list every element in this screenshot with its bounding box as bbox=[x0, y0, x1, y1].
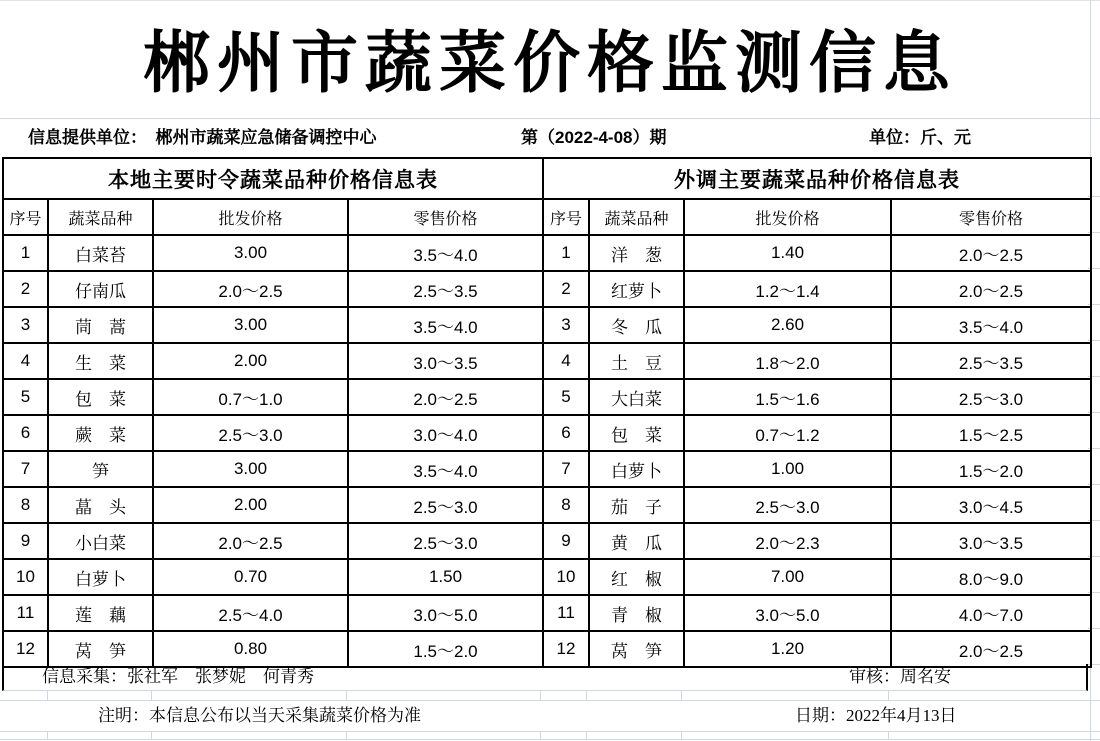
wholesale-price-cell: 2.0～2.5 bbox=[153, 271, 348, 307]
retail-price-cell: 4.0～7.0 bbox=[891, 595, 1091, 631]
vegetable-name-cell: 生 菜 bbox=[48, 343, 153, 379]
serial-cell: 4 bbox=[543, 343, 589, 379]
vegetable-name-cell: 包 菜 bbox=[48, 379, 153, 415]
table-row bbox=[543, 487, 1091, 523]
retail-price-cell: 3.5～4.0 bbox=[348, 451, 543, 487]
table-row bbox=[3, 271, 543, 307]
retail-price-cell: 2.5～3.0 bbox=[891, 379, 1091, 415]
local-table-title-row bbox=[3, 158, 543, 199]
wholesale-price-cell: 0.7～1.0 bbox=[153, 379, 348, 415]
vegetable-name-cell: 冬 瓜 bbox=[589, 307, 684, 343]
retail-price-cell: 3.0～3.5 bbox=[891, 523, 1091, 559]
wholesale-price-cell: 3.00 bbox=[153, 235, 348, 271]
price-tables bbox=[2, 157, 1088, 664]
vegetable-name-cell: 莲 藕 bbox=[48, 595, 153, 631]
retail-price-cell: 2.5～3.0 bbox=[348, 523, 543, 559]
vegetable-name-cell: 莴 笋 bbox=[589, 631, 684, 667]
wholesale-price-cell: 0.70 bbox=[153, 559, 348, 595]
serial-cell: 1 bbox=[3, 235, 48, 271]
vegetable-name-cell: 大白菜 bbox=[589, 379, 684, 415]
serial-cell: 9 bbox=[3, 523, 48, 559]
col-header-serial: 序号 bbox=[543, 199, 589, 235]
signature-row bbox=[2, 664, 1088, 691]
col-header-wholesale: 批发价格 bbox=[153, 199, 348, 235]
note-row bbox=[0, 700, 1100, 731]
retail-price-cell: 1.5～2.0 bbox=[348, 631, 543, 667]
wholesale-price-cell: 2.5～4.0 bbox=[153, 595, 348, 631]
vegetable-name-cell: 小白菜 bbox=[48, 523, 153, 559]
wholesale-price-cell: 3.00 bbox=[153, 451, 348, 487]
col-header-wholesale: 批发价格 bbox=[684, 199, 891, 235]
col-header-serial: 序号 bbox=[3, 199, 48, 235]
table-row bbox=[543, 631, 1091, 667]
table-row bbox=[543, 379, 1091, 415]
vegetable-name-cell: 洋 葱 bbox=[589, 235, 684, 271]
serial-cell: 1 bbox=[543, 235, 589, 271]
external-table-title: 外调主要蔬菜品种价格信息表 bbox=[543, 158, 1091, 199]
collectors-text: 信息采集：张社军 张梦妮 何青秀 bbox=[42, 667, 314, 686]
retail-price-cell: 3.0～3.5 bbox=[348, 343, 543, 379]
col-header-vegetable: 蔬菜品种 bbox=[48, 199, 153, 235]
wholesale-price-cell: 1.00 bbox=[684, 451, 891, 487]
retail-price-cell: 2.0～2.5 bbox=[891, 271, 1091, 307]
retail-price-cell: 1.50 bbox=[348, 559, 543, 595]
external-table-body bbox=[543, 235, 1091, 667]
retail-price-cell: 3.0～4.0 bbox=[348, 415, 543, 451]
reviewer-text: 审核：周名安 bbox=[849, 667, 951, 686]
serial-cell: 2 bbox=[3, 271, 48, 307]
local-price-table bbox=[2, 157, 544, 668]
vegetable-name-cell: 茼 蒿 bbox=[48, 307, 153, 343]
vegetable-name-cell: 笋 bbox=[48, 451, 153, 487]
local-table-body bbox=[3, 235, 543, 667]
retail-price-cell: 2.5～3.0 bbox=[348, 487, 543, 523]
wholesale-price-cell: 2.0～2.5 bbox=[153, 523, 348, 559]
gridline-bottom bbox=[0, 739, 1100, 740]
wholesale-price-cell: 0.80 bbox=[153, 631, 348, 667]
col-header-retail: 零售价格 bbox=[348, 199, 543, 235]
table-row bbox=[3, 451, 543, 487]
serial-cell: 12 bbox=[3, 631, 48, 667]
vegetable-name-cell: 土 豆 bbox=[589, 343, 684, 379]
table-row bbox=[543, 523, 1091, 559]
external-price-table bbox=[542, 157, 1092, 668]
wholesale-price-cell: 1.5～1.6 bbox=[684, 379, 891, 415]
info-provider: 信息提供单位： 郴州市蔬菜应急储备调控中心 bbox=[28, 128, 377, 147]
table-row bbox=[543, 559, 1091, 595]
retail-price-cell: 2.0～2.5 bbox=[891, 631, 1091, 667]
table-row bbox=[3, 559, 543, 595]
vegetable-name-cell: 白菜苔 bbox=[48, 235, 153, 271]
serial-cell: 3 bbox=[3, 307, 48, 343]
wholesale-price-cell: 1.20 bbox=[684, 631, 891, 667]
serial-cell: 12 bbox=[543, 631, 589, 667]
wholesale-price-cell: 1.40 bbox=[684, 235, 891, 271]
retail-price-cell: 2.5～3.5 bbox=[891, 343, 1091, 379]
retail-price-cell: 3.5～4.0 bbox=[348, 235, 543, 271]
vegetable-name-cell: 莴 笋 bbox=[48, 631, 153, 667]
table-row bbox=[3, 415, 543, 451]
info-bar bbox=[0, 119, 1100, 157]
table-row bbox=[3, 631, 543, 667]
info-issue-number: 第（2022-4-08）期 bbox=[521, 128, 667, 147]
table-row bbox=[3, 235, 543, 271]
table-row bbox=[543, 451, 1091, 487]
date-text: 日期：2022年4月13日 bbox=[795, 706, 957, 725]
note-text: 注明：本信息公布以当天采集蔬菜价格为准 bbox=[98, 706, 421, 725]
vegetable-name-cell: 茄 子 bbox=[589, 487, 684, 523]
table-row bbox=[543, 307, 1091, 343]
vegetable-name-cell: 红 椒 bbox=[589, 559, 684, 595]
serial-cell: 7 bbox=[3, 451, 48, 487]
vegetable-name-cell: 蕌 头 bbox=[48, 487, 153, 523]
wholesale-price-cell: 2.60 bbox=[684, 307, 891, 343]
vegetable-name-cell: 黄 瓜 bbox=[589, 523, 684, 559]
local-table-header-row bbox=[3, 199, 543, 235]
retail-price-cell: 1.5～2.0 bbox=[891, 451, 1091, 487]
serial-cell: 6 bbox=[543, 415, 589, 451]
external-table-title-row bbox=[543, 158, 1091, 199]
table-row bbox=[3, 343, 543, 379]
vegetable-name-cell: 蕨 菜 bbox=[48, 415, 153, 451]
table-row bbox=[3, 307, 543, 343]
serial-cell: 5 bbox=[543, 379, 589, 415]
table-row bbox=[3, 595, 543, 631]
table-row bbox=[543, 343, 1091, 379]
table-row bbox=[543, 415, 1091, 451]
retail-price-cell: 2.0～2.5 bbox=[348, 379, 543, 415]
col-header-retail: 零售价格 bbox=[891, 199, 1091, 235]
serial-cell: 4 bbox=[3, 343, 48, 379]
serial-cell: 10 bbox=[543, 559, 589, 595]
table-row bbox=[3, 487, 543, 523]
retail-price-cell: 3.0～4.5 bbox=[891, 487, 1091, 523]
wholesale-price-cell: 0.7～1.2 bbox=[684, 415, 891, 451]
info-unit: 单位：斤、元 bbox=[869, 128, 971, 147]
wholesale-price-cell: 1.2～1.4 bbox=[684, 271, 891, 307]
serial-cell: 8 bbox=[3, 487, 48, 523]
wholesale-price-cell: 1.8～2.0 bbox=[684, 343, 891, 379]
retail-price-cell: 3.5～4.0 bbox=[348, 307, 543, 343]
gridline-gap-strip bbox=[0, 691, 1100, 700]
serial-cell: 6 bbox=[3, 415, 48, 451]
serial-cell: 3 bbox=[543, 307, 589, 343]
wholesale-price-cell: 7.00 bbox=[684, 559, 891, 595]
vegetable-name-cell: 仔南瓜 bbox=[48, 271, 153, 307]
serial-cell: 11 bbox=[543, 595, 589, 631]
retail-price-cell: 3.5～4.0 bbox=[891, 307, 1091, 343]
wholesale-price-cell: 3.00 bbox=[153, 307, 348, 343]
retail-price-cell: 8.0～9.0 bbox=[891, 559, 1091, 595]
wholesale-price-cell: 2.00 bbox=[153, 343, 348, 379]
serial-cell: 9 bbox=[543, 523, 589, 559]
sheet-top-edge bbox=[0, 0, 1100, 1]
retail-price-cell: 2.5～3.5 bbox=[348, 271, 543, 307]
vegetable-name-cell: 红萝卜 bbox=[589, 271, 684, 307]
serial-cell: 2 bbox=[543, 271, 589, 307]
vegetable-name-cell: 白萝卜 bbox=[48, 559, 153, 595]
vegetable-name-cell: 包 菜 bbox=[589, 415, 684, 451]
wholesale-price-cell: 2.5～3.0 bbox=[684, 487, 891, 523]
table-row bbox=[3, 523, 543, 559]
table-row bbox=[3, 379, 543, 415]
table-row bbox=[543, 595, 1091, 631]
col-header-vegetable: 蔬菜品种 bbox=[589, 199, 684, 235]
retail-price-cell: 3.0～5.0 bbox=[348, 595, 543, 631]
table-row bbox=[543, 271, 1091, 307]
page-title: 郴州市蔬菜价格监测信息 bbox=[143, 27, 957, 101]
wholesale-price-cell: 2.0～2.3 bbox=[684, 523, 891, 559]
table-row bbox=[543, 235, 1091, 271]
retail-price-cell: 1.5～2.5 bbox=[891, 415, 1091, 451]
local-table-title: 本地主要时令蔬菜品种价格信息表 bbox=[3, 158, 543, 199]
vegetable-name-cell: 青 椒 bbox=[589, 595, 684, 631]
wholesale-price-cell: 2.00 bbox=[153, 487, 348, 523]
external-table-header-row bbox=[543, 199, 1091, 235]
serial-cell: 10 bbox=[3, 559, 48, 595]
retail-price-cell: 2.0～2.5 bbox=[891, 235, 1091, 271]
wholesale-price-cell: 3.0～5.0 bbox=[684, 595, 891, 631]
serial-cell: 8 bbox=[543, 487, 589, 523]
serial-cell: 11 bbox=[3, 595, 48, 631]
serial-cell: 7 bbox=[543, 451, 589, 487]
serial-cell: 5 bbox=[3, 379, 48, 415]
wholesale-price-cell: 2.5～3.0 bbox=[153, 415, 348, 451]
gridline-gap-strip-bottom bbox=[0, 731, 1100, 739]
vegetable-name-cell: 白萝卜 bbox=[589, 451, 684, 487]
